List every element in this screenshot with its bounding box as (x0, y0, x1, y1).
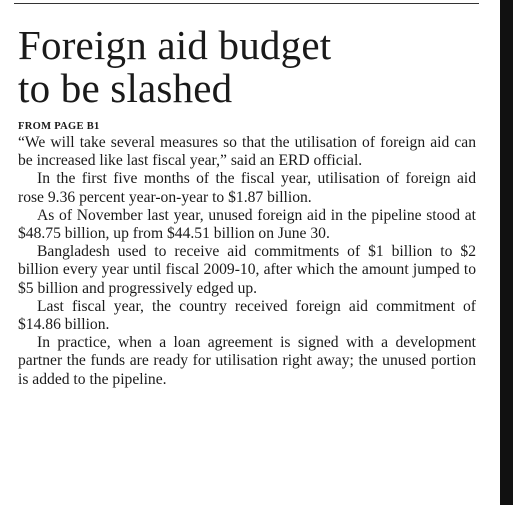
paragraph: In practice, when a loan agreement is signed with a development partner the funds are ready for utilisation right away; the unused portion is added to the pipeline. (18, 334, 476, 388)
headline (18, 24, 476, 110)
article-body (18, 134, 476, 389)
top-rule (14, 3, 479, 4)
headline-line-1: Foreign aid budget (18, 22, 332, 68)
headline-line-2: to be slashed (18, 65, 233, 111)
continued-from-label: FROM PAGE B1 (18, 121, 100, 132)
paragraph: As of November last year, unused foreign aid in the pipeline stood at $48.75 billion, up from $44.51 billion on June 30. (18, 206, 476, 243)
page-edge-bar (500, 0, 513, 505)
paragraph: Bangladesh used to receive aid commitments of $1 billion to $2 billion every year until fiscal 2009-10, after which the amount jumped to $5 billion and progressively edged up. (18, 243, 476, 297)
article (18, 24, 476, 389)
paragraph: Last fiscal year, the country received foreign aid commitment of $14.86 billion. (18, 297, 476, 334)
paragraph: “We will take several measures so that the utilisation of foreign aid can be increased like last fiscal year,” said an ERD official. (18, 134, 476, 170)
paragraph: In the first five months of the fiscal year, utilisation of foreign aid rose 9.36 percent year-on-year to $1.87 billion. (18, 170, 476, 206)
